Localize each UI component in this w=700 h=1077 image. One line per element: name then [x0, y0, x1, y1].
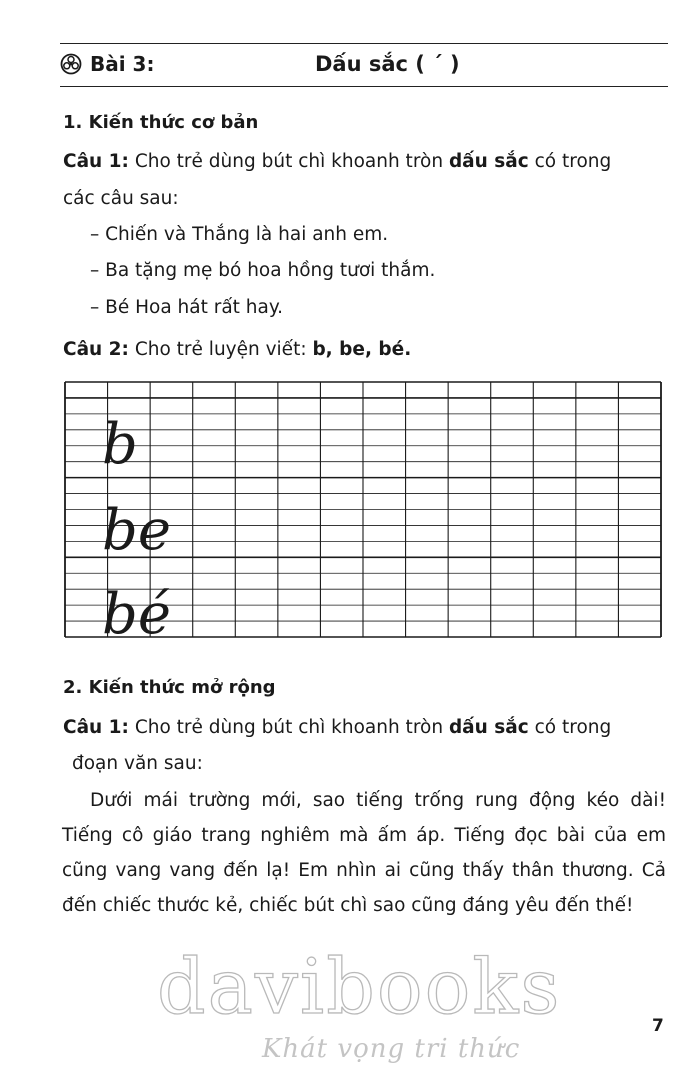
section2-q1-bold-term: dấu sắc: [448, 717, 529, 738]
practice-grid-svg: [64, 381, 662, 638]
practice-sample-bee: bé: [102, 582, 171, 638]
flower-icon: [60, 53, 82, 75]
practice-sample-b: b: [102, 412, 138, 477]
watermark-tagline: Khát vọng tri thức: [262, 1034, 521, 1064]
watermark-brand: davibooks: [157, 942, 562, 1031]
handwriting-practice-grid: [64, 381, 662, 642]
section1-q1-label: Câu 1:: [63, 151, 129, 172]
section1-heading: 1. Kiến thức cơ bản: [63, 112, 259, 133]
section2-q1-label: Câu 1:: [63, 717, 129, 738]
section1-item-2: – Ba tặng mẹ bó hoa hồng tươi thắm.: [90, 260, 436, 281]
section1-q2-text: Cho trẻ luyện viết:: [128, 339, 313, 360]
section2-heading: 2. Kiến thức mở rộng: [63, 677, 276, 698]
section1-q2-label: Câu 2:: [63, 339, 129, 360]
section1-q2-bold-words: b, be, bé.: [312, 339, 412, 360]
section2-passage-text: Dưới mái trường mới, sao tiếng trống rung động kéo dài! Tiếng cô giáo trang nghiêm mà ấm áp. Tiếng đọc bài của em cũng vang vang đến lạ! Em nhìn ai cũng thấy thân thương. Cả đến chiếc thước kẻ, chiếc bút chì sao cũng đáng yêu đến thế!: [62, 790, 666, 916]
lesson-title: Dấu sắc ( ´ ): [315, 52, 460, 76]
section1-q1-text-after: có trong: [528, 151, 612, 172]
section1-item-3: – Bé Hoa hát rất hay.: [90, 297, 284, 318]
section2-q1-text-after: có trong: [528, 717, 612, 738]
header-top-rule: [60, 43, 668, 44]
section2-q1: [63, 710, 668, 746]
section1-q2: [63, 332, 411, 368]
practice-sample-be: be: [102, 498, 171, 563]
header-bottom-rule: [60, 86, 668, 87]
section1-q1: [63, 144, 668, 180]
section1-item-1: – Chiến và Thắng là hai anh em.: [90, 224, 389, 245]
lesson-header: [60, 46, 668, 84]
lesson-label: [60, 52, 154, 76]
section1-q1-line2: các câu sau:: [63, 188, 179, 209]
page-number: 7: [652, 1016, 664, 1036]
lesson-label-text: Bài 3:: [90, 52, 155, 76]
section1-q1-bold-term: dấu sắc: [448, 151, 529, 172]
section1-q1-text-before: Cho trẻ dùng bút chì khoanh tròn: [128, 151, 449, 172]
section2-passage: [62, 783, 666, 923]
section2-q1-line2: đoạn văn sau:: [72, 753, 203, 774]
section2-q1-text-before: Cho trẻ dùng bút chì khoanh tròn: [128, 717, 449, 738]
